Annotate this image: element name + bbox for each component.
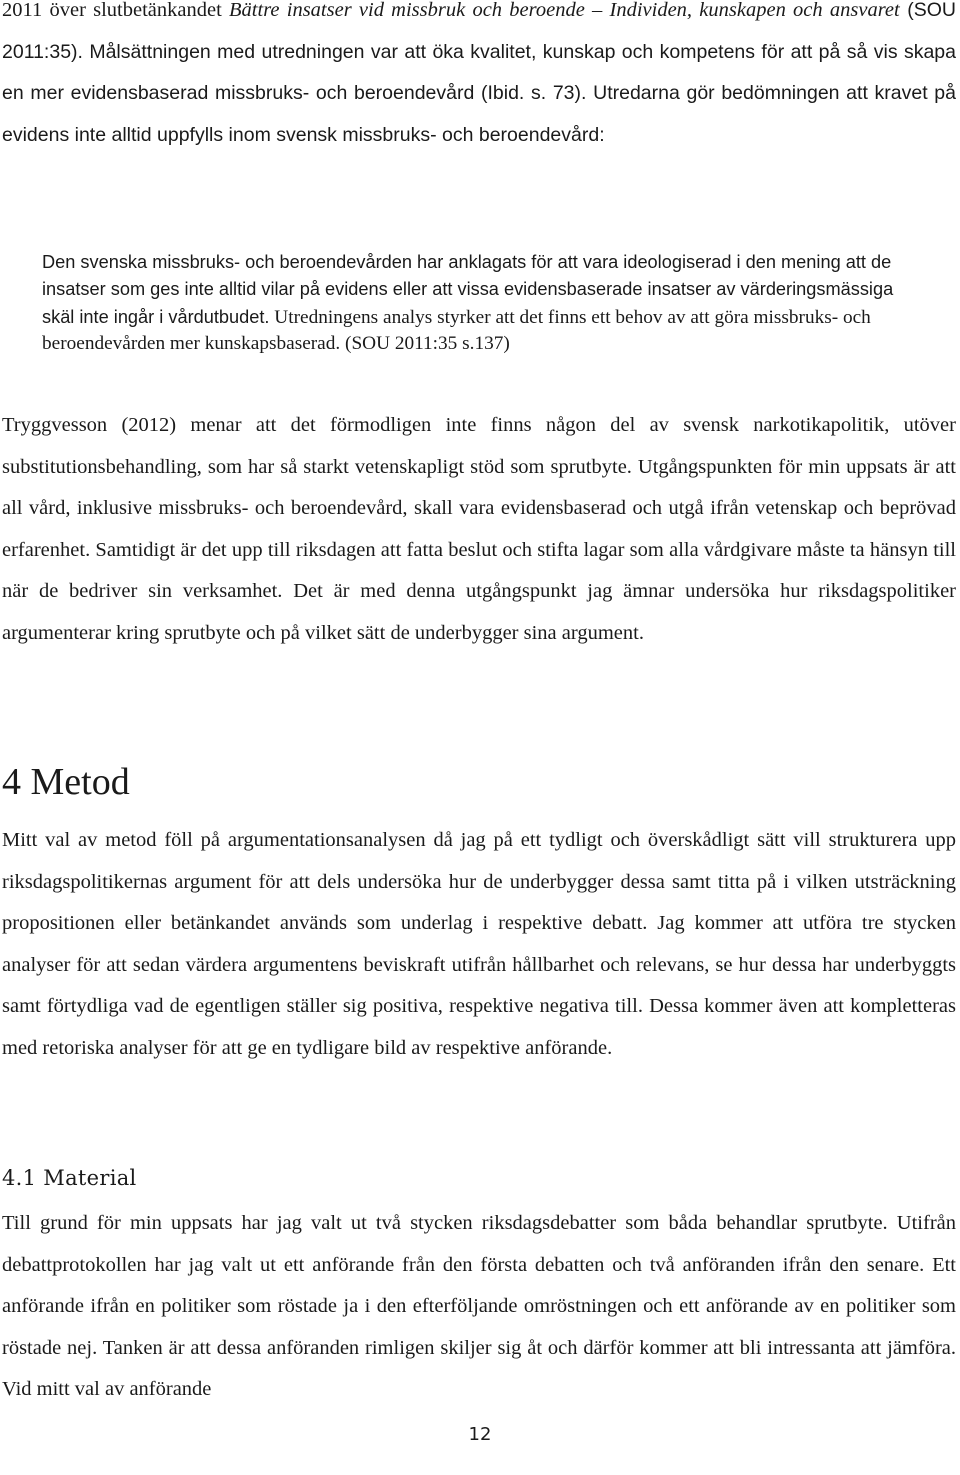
- block-quote: [42, 249, 930, 357]
- quote-text-part-1: Den svenska missbruks- och beroendevården har anklagats för att vara ideologiserad i den mening att de insatser som ges inte alltid vilar på evidens eller att vissa evidensbaserade insatser av värderingsmässiga skäl inte ingår i vårdutbudet.: [42, 252, 894, 327]
- section-heading-metod: 4 Metod: [2, 761, 130, 803]
- intro-text-start: 2011 över slutbetänkandet: [2, 0, 230, 21]
- material-paragraph: Till grund för min uppsats har jag valt ut två stycken riksdagsdebatter som båda behandlar sprutbyte. Utifrån debattprotokollen har jag valt ut ett anförande från den första debatten och två anföranden ifrån den senare. Ett anförande ifrån en politiker som röstade ja i den efterföljande omröstningen och ett anförande av en politiker som röstade nej. Tanken är att dessa anföranden rimligen skiljer sig åt och därför kommer att bli intressanta att jämföra. Vid mitt val av anförande: [2, 1212, 956, 1400]
- report-title-italic: Bättre insatser vid missbruk och beroende – Individen, kunskapen och ansvaret: [229, 0, 900, 21]
- tryggvesson-paragraph: Tryggvesson (2012) menar att det förmodligen inte finns någon del av svensk narkotikapolitik, utöver substitutionsbehandling, som har så starkt vetenskapligt stöd som sprutbyte. Utgångspunkten för min uppsats är att all vård, inklusive missbruks- och beroendevård, skall vara evidensbaserad och utgå ifrån vetenskap och beprövad erfarenhet. Samtidigt är det upp till riksdagen att fatta beslut och stifta lagar som alla vårdgivare måste ta hänsyn till när de bedriver sin verksamhet. Det är med denna utgångspunkt jag ämnar undersöka hur riksdagspolitiker argumenterar kring sprutbyte och på vilket sätt de underbygger sina argument.: [2, 414, 956, 644]
- quote-text-part-2: Utredningens analys styrker att det finns ett behov av att göra missbruks- och beroendevården mer kunskapsbaserad. (SOU 2011:35 s.137): [42, 306, 871, 354]
- intro-paragraph: [2, 0, 956, 156]
- intro-text-rest: (SOU 2011:35). Målsättningen med utredningen var att öka kvalitet, kunskap och kompetens för att på så vis skapa en mer evidensbaserad missbruks- och beroendevård (Ibid. s. 73). Utredarna gör bedömningen att kravet på evidens inte alltid uppfylls inom svensk missbruks- och beroendevård:: [2, 0, 956, 146]
- page-number: 12: [468, 1424, 492, 1445]
- subsection-heading-material: 4.1 Material: [2, 1166, 137, 1190]
- method-paragraph: Mitt val av metod föll på argumentationsanalysen då jag på ett tydligt och överskådligt sätt vill strukturera upp riksdagspolitikernas argument för att dels undersöka hur de underbygger dessa samt titta på i vilken utsträckning propositionen eller betänkandet används som underlag i respektive debatt. Jag kommer att utföra tre stycken analyser för att sedan värdera argumentens beviskraft utifrån hållbarhet och relevans, se hur dessa har underbyggts samt förtydliga vad de egentligen ställer sig positiva, respektive negativa till. Dessa kommer även att kompletteras med retoriska analyser för att ge en tydligare bild av respektive anförande.: [2, 829, 956, 1059]
